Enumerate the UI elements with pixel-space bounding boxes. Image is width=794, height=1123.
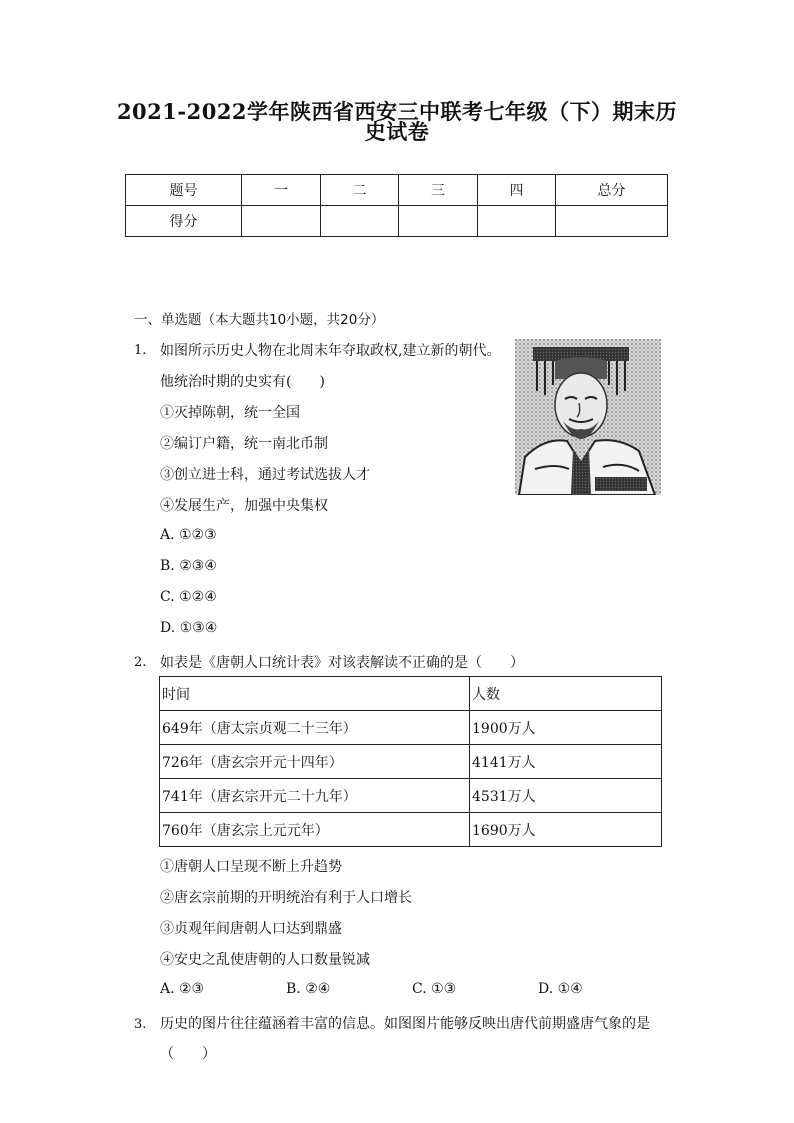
table-header-cell: 时间 — [160, 677, 470, 711]
table-row — [160, 745, 662, 779]
table-cell: 4531万人 — [470, 779, 662, 813]
exam-title-line1: 2021-2022学年陕西省西安三中联考七年级（下）期末历 — [116, 99, 678, 124]
statement-item: ④发展生产，加强中央集权 — [160, 498, 328, 514]
score-cell — [556, 206, 668, 237]
table-cell: 4141万人 — [470, 745, 662, 779]
section-heading: 一、单选题（本大题共10小题，共20分） — [134, 312, 385, 328]
table-row — [160, 711, 662, 745]
table-cell: 760年（唐玄宗上元元年） — [160, 813, 470, 847]
table-cell: 649年（唐太宗贞观二十三年） — [160, 711, 470, 745]
question-stem: （ ） — [160, 1046, 216, 1062]
answer-option[interactable]: A. ①②③ — [160, 527, 217, 543]
score-table-header-row — [126, 175, 668, 206]
emperor-portrait-image — [515, 339, 661, 495]
answer-option[interactable]: C. ①③ — [412, 981, 457, 997]
score-table — [125, 174, 668, 237]
statement-item: ②编订户籍，统一南北币制 — [160, 436, 328, 452]
answer-option[interactable]: D. ①③④ — [160, 620, 218, 636]
score-cell — [321, 206, 399, 237]
statement-item: ①灭掉陈朝，统一全国 — [160, 405, 300, 421]
score-header-cell: 题号 — [126, 175, 242, 206]
score-header-cell: 四 — [478, 175, 556, 206]
score-header-cell: 二 — [321, 175, 399, 206]
answer-option[interactable]: C. ①②④ — [160, 589, 217, 605]
table-row — [160, 813, 662, 847]
answer-option[interactable]: B. ②③④ — [160, 558, 217, 574]
statement-item: ①唐朝人口呈现不断上升趋势 — [160, 859, 342, 875]
score-cell — [242, 206, 321, 237]
table-row — [160, 779, 662, 813]
statement-item: ②唐玄宗前期的开明统治有利于人口增长 — [160, 890, 412, 906]
table-cell: 741年（唐玄宗开元二十九年） — [160, 779, 470, 813]
answer-option[interactable]: A. ②③ — [160, 981, 205, 997]
table-cell: 1900万人 — [470, 711, 662, 745]
population-table — [159, 676, 662, 847]
question-number: 3. — [134, 1017, 147, 1032]
score-header-cell: 总分 — [556, 175, 668, 206]
table-cell: 1690万人 — [470, 813, 662, 847]
answer-option[interactable]: B. ②④ — [286, 981, 331, 997]
statement-item: ③创立进士科，通过考试选拔人才 — [160, 467, 370, 483]
statement-item: ③贞观年间唐朝人口达到鼎盛 — [160, 921, 342, 937]
exam-title-line2: 史试卷 — [364, 119, 430, 144]
answer-option[interactable]: D. ①④ — [538, 981, 583, 997]
score-header-cell: 一 — [242, 175, 321, 206]
score-row-label: 得分 — [126, 206, 242, 237]
score-cell — [399, 206, 478, 237]
score-header-cell: 三 — [399, 175, 478, 206]
question-number: 2. — [134, 655, 147, 670]
question-stem: 如图所示历史人物在北周末年夺取政权,建立新的朝代。 — [160, 343, 501, 359]
question-stem: 他统治时期的史实有( ) — [160, 374, 325, 390]
question-stem: 历史的图片往往蕴涵着丰富的信息。如图图片能够反映出唐代前期盛唐气象的是 — [160, 1016, 650, 1032]
table-cell: 726年（唐玄宗开元十四年） — [160, 745, 470, 779]
score-cell — [478, 206, 556, 237]
score-table-row — [126, 206, 668, 237]
statement-item: ④安史之乱使唐朝的人口数量锐减 — [160, 952, 370, 968]
question-stem: 如表是《唐朝人口统计表》对该表解读不正确的是（ ） — [160, 655, 524, 671]
table-header-cell: 人数 — [470, 677, 662, 711]
table-header-row — [160, 677, 662, 711]
question-number: 1. — [134, 343, 147, 358]
